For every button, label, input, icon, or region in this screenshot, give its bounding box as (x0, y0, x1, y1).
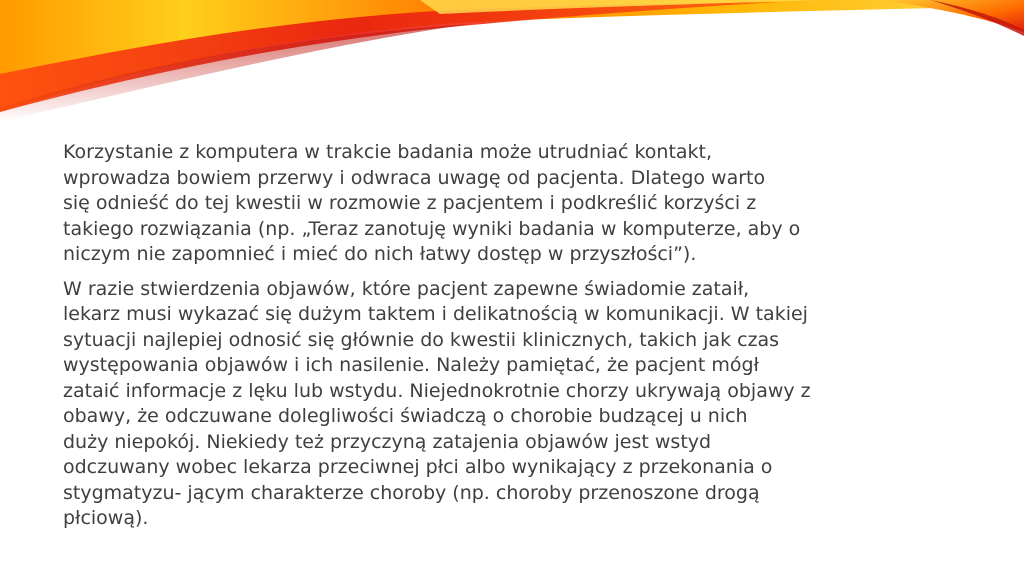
header-swoosh-decoration (0, 0, 1024, 130)
paragraph-concealed-symptoms: W razie stwierdzenia objawów, które pacjent zapewne świadomie zataił, lekarz musi wykazać się dużym taktem i delikatnością w komunikacji. W takiej sytuacji najlepiej odnosić się głównie do kwestii klinicznych, takich jak czas występowania objawów i ich nasilenie. Należy pamiętać, że pacjent mógł zataić informacje z lęku lub wstydu. Niejednokrotnie chorzy ukrywają objawy z obawy, że odczuwane dolegliwości świadczą o chorobie budzącej u nich duży niepokój. Niekiedy też przyczyną zatajenia objawów jest wstyd odczuwany wobec lekarza przeciwnej płci albo wynikający z przekonania o stygmatyzu- jącym charakterze choroby (np. choroby przenoszone drogą płciową). (63, 277, 811, 529)
slide-body-text (63, 140, 963, 541)
paragraph-computer-use: Korzystanie z komputera w trakcie badania może utrudniać kontakt, wprowadza bowiem przerwy i odwraca uwagę od pacjenta. Dlatego warto się odnieść do tej kwestii w rozmowie z pacjentem i podkreślić korzyści z takiego rozwiązania (np. „Teraz zanotuję wyniki badania w komputerze, aby o niczym nie zapomnieć i mieć do nich łatwy dostęp w przyszłości”). (63, 141, 801, 265)
